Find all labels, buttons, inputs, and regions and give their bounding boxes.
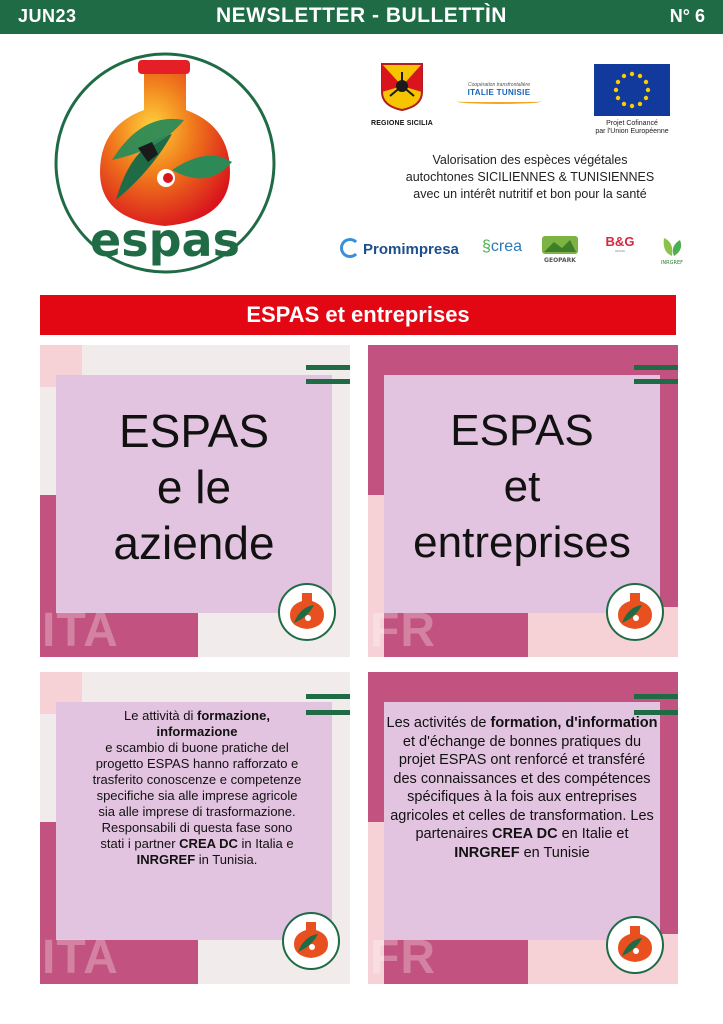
ita-title-line3: aziende [113,517,275,569]
program-small-text: Coopération transfrontalière [468,82,530,88]
espas-badge-icon [278,583,336,641]
espas-logo-icon [52,50,278,276]
card-ita-text [40,672,350,984]
espas-badge-icon [606,916,664,974]
eu-logo [594,64,670,136]
crea-label: crea [490,238,523,255]
section-title: ESPAS et entreprises [40,295,676,335]
ita-title-line2: e le [156,461,232,513]
ita-text-part1: Le attività di [124,708,198,723]
tagline [370,152,690,203]
bg-label: B&G [605,234,635,249]
swoosh-icon [457,99,541,104]
card-fr-title [368,345,678,657]
fr-card-title [386,403,658,571]
eu-flag-icon [594,64,670,116]
sicilia-crest-icon [380,62,424,112]
svg-text:espas: espas [90,213,240,267]
bg-subtitle-decoration: ▭▭▭ [615,249,625,253]
card-fr-text [368,672,678,984]
fr-text-part1: Les activités de [386,715,491,731]
espas-badge-icon [282,912,340,970]
program-name: ITALIE TUNISIE [467,88,531,97]
ita-text-bold2: CREA DC [179,836,238,851]
eu-caption-line2: par l'Union Européenne [595,128,669,135]
promimpresa-label: Promimpresa [363,241,459,258]
ita-watermark: ITA [42,604,119,657]
fr-title-line3: entreprises [413,518,631,567]
card-ita-title [40,345,350,657]
geopark-logo [540,234,580,264]
newsletter-title: NEWSLETTER - BULLETTÌN [216,4,507,27]
fr-title-line1: ESPAS [450,406,594,455]
regione-sicilia-logo [368,62,436,127]
crea-leaf-icon: § [482,238,491,255]
fr-text-part2: et d'échange de bonnes pratiques du projet ESPAS ont renforcé et transféré des connaissances et des compétences spécifiques à la fois aux entreprises agricoles et celles de transformation. Les partenaires [390,733,654,842]
inrgref-icon [656,234,688,266]
tagline-line2: autochtones SICILIENNES & TUNISIENNES [405,170,655,184]
fr-watermark: FR [370,604,436,657]
region-label: REGIONE SICILIA [370,120,434,127]
ita-body-text [88,708,306,868]
inrgref-logo [656,234,688,266]
espas-logo [52,50,278,276]
ita-text-part4: in Tunisia. [195,852,258,867]
italie-tunisie-logo [452,82,546,114]
svg-text:GEOPARK: GEOPARK [544,257,576,264]
ita-text-bold1: formazione, informazione [156,708,270,739]
partner-logos-row [340,232,690,268]
geopark-icon [540,234,580,264]
fr-text-part3: en Italie et [557,826,629,842]
header-bar [0,0,723,34]
ita-text-bold3: INRGREF [136,852,196,867]
fr-body-text [386,714,658,862]
promimpresa-ring-icon [340,238,360,258]
eu-caption-line1: Projet Cofinancé [606,120,658,127]
espas-badge-icon [606,583,664,641]
fr-text-bold3: INRGREF [454,844,520,861]
fr-text-part4: en Tunisie [519,844,590,861]
promimpresa-logo [340,238,459,258]
svg-text:INRGREF: INRGREF [660,260,684,266]
fr-text-bold2: CREA DC [492,826,558,842]
ita-title-line1: ESPAS [119,405,269,457]
fr-text-bold1: formation, d'information [490,715,658,731]
fr-watermark: FR [370,931,436,984]
ita-card-title [58,403,330,571]
tagline-line1: Valorisation des espèces végétales [432,153,628,167]
ita-text-part3: in Italia e [237,836,294,851]
issue-number: N° 6 [669,6,705,26]
crea-logo [482,238,522,256]
fr-title-line2: et [503,462,541,511]
ita-text-part2: e scambio di buone pratiche del progetto ESPAS hanno rafforzato e trasferito conoscenze e competenze specifiche sia alle imprese agricole sia alle imprese di trasformazione. Responsabili di questa fase sono stati i partner [92,740,302,851]
tagline-line3: avec un intérêt nutritif et bon pour la santé [413,187,647,201]
ita-watermark: ITA [42,931,119,984]
issue-date: JUN23 [18,6,77,26]
bg-logo [596,234,644,264]
